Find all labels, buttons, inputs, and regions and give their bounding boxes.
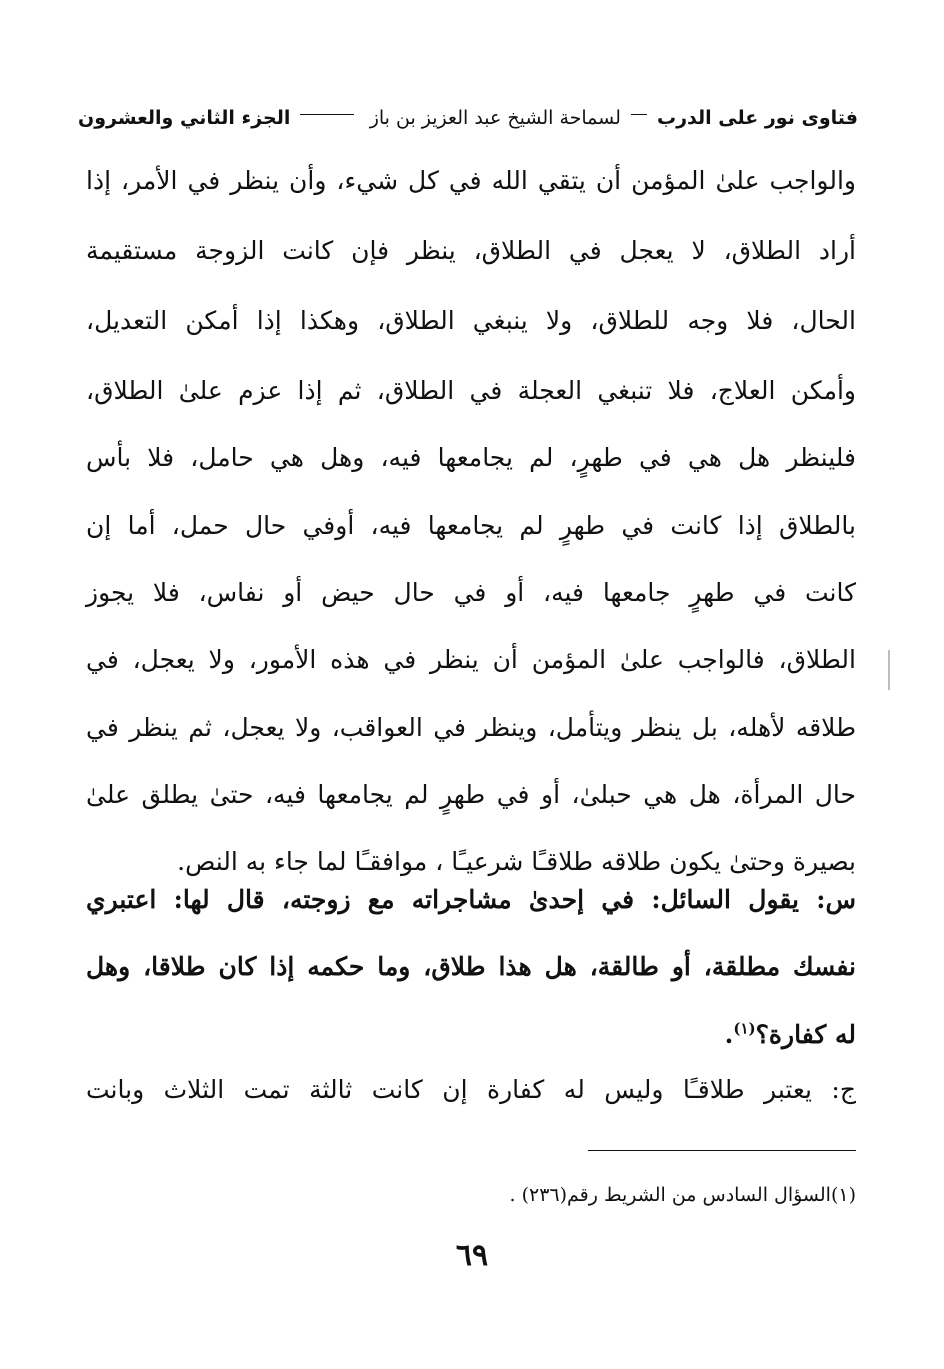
running-header bbox=[78, 98, 858, 138]
body-line: بالطلاق إذا كانت في طهرٍ لم يجامعها فيه، أوفي حال حمل، أما إن bbox=[86, 511, 856, 540]
answer-line: ج: يعتبر طلاقـًا وليس له كفارة إن كانت ثالثة تمت الثلاث وبانت bbox=[86, 1075, 856, 1104]
volume-part: الجزء الثاني والعشرون bbox=[78, 107, 291, 129]
body-line: طلاقه لأهله، بل ينظر ويتأمل، وينظر في العواقب، ولا يعجل، ثم ينظر في bbox=[86, 713, 856, 742]
body-line: أراد الطلاق، لا يعجل في الطلاق، ينظر فإن كانت الزوجة مستقيمة bbox=[86, 236, 856, 265]
header-rule bbox=[300, 114, 354, 115]
question-period: . bbox=[724, 1020, 734, 1049]
question-line: س: يقول السائل: في إحدىٰ مشاجراته مع زوجته، قال لها: اعتبري bbox=[86, 885, 856, 914]
question-line: نفسك مطلقة، أو طالقة، هل هذا طلاق، وما حكمه إذا كان طلاقا، وهل bbox=[86, 952, 856, 981]
body-line: الحال، فلا وجه للطلاق، ولا ينبغي الطلاق، وهكذا إذا أمكن التعديل، bbox=[86, 306, 856, 335]
page-number: ٦٩ bbox=[455, 1238, 489, 1273]
body-line: كانت في طهرٍ جامعها فيه، أو في حال حيض أو نفاس، فلا يجوز bbox=[86, 578, 856, 607]
question-line-last bbox=[86, 1005, 856, 1065]
running-header-title-group bbox=[370, 107, 858, 129]
question-text: له كفارة؟ bbox=[755, 1020, 856, 1049]
footnote: (١)السؤال السادس من الشريط رقم(٢٣٦) . bbox=[509, 1184, 856, 1206]
body-line: فلينظر هل هي في طهرٍ، لم يجامعها فيه، وهل هي حامل، فلا بأس bbox=[86, 443, 856, 472]
body-line: حال المرأة، هل هي حبلىٰ، أو في طهرٍ لم يجامعها فيه، حتىٰ يطلق علىٰ bbox=[86, 780, 856, 809]
body-line: بصيرة وحتىٰ يكون طلاقه طلاقـًا شرعيـًا ، موافقـًا لما جاء به النص. bbox=[177, 847, 856, 876]
body-line: الطلاق، فالواجب علىٰ المؤمن أن ينظر في هذه الأمور، ولا يعجل، في bbox=[86, 645, 856, 674]
book-title: فتاوى نور على الدرب bbox=[657, 107, 858, 129]
header-dash bbox=[631, 114, 647, 115]
margin-mark bbox=[888, 650, 890, 690]
body-line: والواجب علىٰ المؤمن أن يتقي الله في كل شيء، وأن ينظر في الأمر، إذا bbox=[86, 166, 856, 195]
footnote-divider bbox=[588, 1150, 856, 1151]
body-line: وأمكن العلاج، فلا تنبغي العجلة في الطلاق، ثم إذا عزم علىٰ الطلاق، bbox=[86, 376, 856, 405]
footnote-marker: (١) bbox=[733, 1019, 756, 1038]
running-header-part-group bbox=[78, 107, 358, 129]
author-name: لسماحة الشيخ عبد العزيز بن باز bbox=[369, 107, 621, 129]
